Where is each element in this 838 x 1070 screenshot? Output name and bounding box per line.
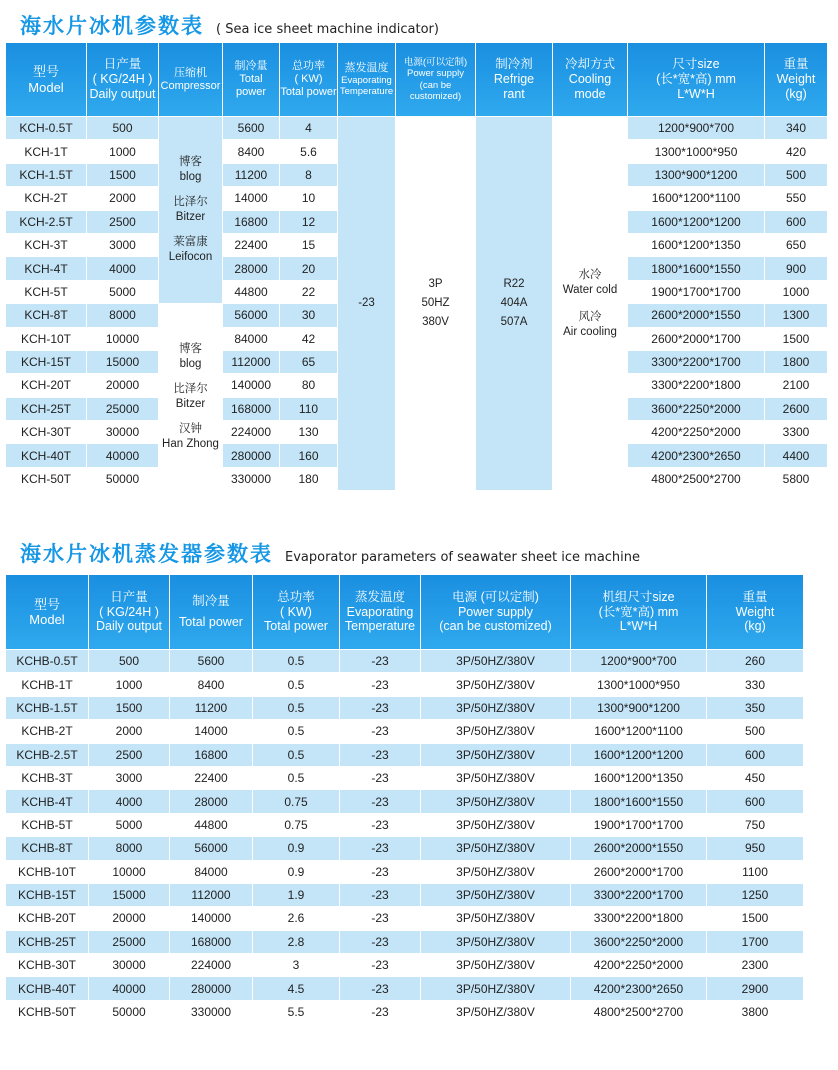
weight-cell: 500 [707, 720, 803, 742]
size-cell: 1600*1200*1350 [571, 767, 706, 789]
weight-cell: 1100 [707, 861, 803, 883]
size-cell: 3600*2250*2000 [571, 931, 706, 953]
cooling-capacity-cell: 84000 [223, 328, 279, 350]
cooling-capacity-cell: 28000 [223, 257, 279, 279]
cooling-capacity-cell: 14000 [170, 720, 252, 742]
daily-output-cell: 50000 [89, 1001, 169, 1023]
total-power-cell: 130 [280, 421, 337, 443]
evap-temp-cell: -23 [340, 837, 420, 859]
table1-header-row [6, 43, 827, 116]
power-supply-cell: 3P/50HZ/380V [421, 907, 570, 929]
size-cell: 3300*2200*1800 [571, 907, 706, 929]
col-size: 尺寸size (长*宽*高) mm L*W*H [628, 43, 764, 116]
weight-cell: 420 [765, 140, 827, 162]
table2-title-en: Evaporator parameters of seawater sheet ice machine [285, 550, 641, 565]
model-cell: KCH-5T [6, 281, 86, 303]
weight-cell: 1800 [765, 351, 827, 373]
weight-cell: 1500 [707, 907, 803, 929]
weight-cell: 1250 [707, 884, 803, 906]
model-cell: KCHB-0.5T [6, 650, 88, 672]
refrigerant-merged: R22 404A 507A [476, 117, 552, 490]
size-cell: 1300*1000*950 [571, 673, 706, 695]
weight-cell: 3800 [707, 1001, 803, 1023]
col2-size: 机组尺寸size (长*宽*高) mm L*W*H [571, 575, 706, 649]
size-cell: 1300*1000*950 [628, 140, 764, 162]
power-supply-cell: 3P/50HZ/380V [421, 954, 570, 976]
cooling-capacity-cell: 224000 [223, 421, 279, 443]
total-power-cell: 30 [280, 304, 337, 326]
power-supply-cell: 3P/50HZ/380V [421, 790, 570, 812]
size-cell: 1900*1700*1700 [628, 281, 764, 303]
model-cell: KCHB-30T [6, 954, 88, 976]
size-cell: 3300*2200*1700 [628, 351, 764, 373]
evap-temp-cell: -23 [340, 931, 420, 953]
size-cell: 1600*1200*1350 [628, 234, 764, 256]
size-cell: 1300*900*1200 [571, 697, 706, 719]
daily-output-cell: 15000 [89, 884, 169, 906]
table2-row [6, 744, 803, 766]
daily-output-cell: 25000 [87, 398, 158, 420]
total-power-cell: 12 [280, 211, 337, 233]
power-supply-cell: 3P/50HZ/380V [421, 767, 570, 789]
model-cell: KCH-3T [6, 234, 86, 256]
weight-cell: 500 [765, 164, 827, 186]
total-power-cell: 15 [280, 234, 337, 256]
weight-cell: 900 [765, 257, 827, 279]
model-cell: KCH-25T [6, 398, 86, 420]
evap-temp-cell: -23 [340, 884, 420, 906]
daily-output-cell: 50000 [87, 468, 158, 490]
evap-temp-cell: -23 [340, 1001, 420, 1023]
daily-output-cell: 2500 [87, 211, 158, 233]
cooling-capacity-cell: 8400 [223, 140, 279, 162]
model-cell: KCH-20T [6, 374, 86, 396]
cooling-capacity-cell: 22400 [170, 767, 252, 789]
table2-header-row [6, 575, 803, 649]
total-power-cell: 10 [280, 187, 337, 209]
evap-temp-cell: -23 [340, 673, 420, 695]
evap-temp-cell: -23 [340, 814, 420, 836]
model-cell: KCHB-40T [6, 977, 88, 999]
daily-output-cell: 30000 [89, 954, 169, 976]
size-cell: 1600*1200*1200 [571, 744, 706, 766]
size-cell: 2600*2000*1700 [571, 861, 706, 883]
table1-title-en: ( Sea ice sheet machine indicator) [216, 22, 439, 37]
model-cell: KCHB-3T [6, 767, 88, 789]
total-power-cell: 110 [280, 398, 337, 420]
model-cell: KCH-30T [6, 421, 86, 443]
sea-ice-machine-table [5, 42, 828, 491]
model-cell: KCHB-2.5T [6, 744, 88, 766]
weight-cell: 450 [707, 767, 803, 789]
size-cell: 4200*2250*2000 [571, 954, 706, 976]
cooling-capacity-cell: 5600 [223, 117, 279, 139]
power-supply-cell: 3P/50HZ/380V [421, 673, 570, 695]
weight-cell: 260 [707, 650, 803, 672]
power-supply-cell: 3P/50HZ/380V [421, 1001, 570, 1023]
model-cell: KCH-0.5T [6, 117, 86, 139]
weight-cell: 350 [707, 697, 803, 719]
size-cell: 1300*900*1200 [628, 164, 764, 186]
table2-row [6, 673, 803, 695]
col2-evap-temp: 蒸发温度 Evaporating Temperature [340, 575, 420, 649]
total-power-cell: 22 [280, 281, 337, 303]
power-supply-cell: 3P/50HZ/380V [421, 931, 570, 953]
weight-cell: 2100 [765, 374, 827, 396]
daily-output-cell: 8000 [87, 304, 158, 326]
table2-row [6, 837, 803, 859]
table2-title [20, 538, 640, 568]
total-power-cell: 0.5 [253, 744, 339, 766]
daily-output-cell: 500 [89, 650, 169, 672]
power-supply-cell: 3P/50HZ/380V [421, 977, 570, 999]
model-cell: KCHB-8T [6, 837, 88, 859]
total-power-cell: 42 [280, 328, 337, 350]
power-supply-cell: 3P/50HZ/380V [421, 744, 570, 766]
total-power-cell: 8 [280, 164, 337, 186]
daily-output-cell: 4000 [89, 790, 169, 812]
model-cell: KCH-1T [6, 140, 86, 162]
model-cell: KCH-8T [6, 304, 86, 326]
daily-output-cell: 40000 [87, 444, 158, 466]
daily-output-cell: 10000 [89, 861, 169, 883]
size-cell: 2600*2000*1550 [628, 304, 764, 326]
evap-temp-cell: -23 [340, 954, 420, 976]
daily-output-cell: 2000 [89, 720, 169, 742]
evap-temp-cell: -23 [340, 977, 420, 999]
model-cell: KCH-4T [6, 257, 86, 279]
size-cell: 4200*2300*2650 [628, 444, 764, 466]
power-supply-cell: 3P/50HZ/380V [421, 837, 570, 859]
power-supply-cell: 3P/50HZ/380V [421, 884, 570, 906]
col2-model: 型号 Model [6, 575, 88, 649]
table2-row [6, 814, 803, 836]
col2-weight: 重量 Weight (kg) [707, 575, 803, 649]
daily-output-cell: 25000 [89, 931, 169, 953]
cooling-capacity-cell: 280000 [223, 444, 279, 466]
cooling-capacity-cell: 14000 [223, 187, 279, 209]
total-power-cell: 1.9 [253, 884, 339, 906]
cooling-capacity-cell: 140000 [223, 374, 279, 396]
col-evap-temp: 蒸发温度 Evaporating Temperature [338, 43, 395, 116]
evap-temp-cell: -23 [340, 907, 420, 929]
model-cell: KCH-2.5T [6, 211, 86, 233]
total-power-cell: 3 [253, 954, 339, 976]
size-cell: 3300*2200*1800 [628, 374, 764, 396]
table2-row [6, 650, 803, 672]
col2-total-power: 总功率 ( KW) Total power [253, 575, 339, 649]
cooling-capacity-cell: 330000 [223, 468, 279, 490]
size-cell: 1800*1600*1550 [628, 257, 764, 279]
total-power-cell: 5.5 [253, 1001, 339, 1023]
daily-output-cell: 40000 [89, 977, 169, 999]
col-power-supply: 电源(可以定制) Power supply (can be customized) [396, 43, 475, 116]
size-cell: 1600*1200*1100 [628, 187, 764, 209]
col-refrigerant: 制冷剂 Refrige rant [476, 43, 552, 116]
total-power-cell: 0.5 [253, 673, 339, 695]
col-model: 型号 Model [6, 43, 86, 116]
total-power-cell: 2.8 [253, 931, 339, 953]
evap-temp-cell: -23 [340, 697, 420, 719]
total-power-cell: 0.5 [253, 720, 339, 742]
weight-cell: 2600 [765, 398, 827, 420]
cooling-capacity-cell: 168000 [170, 931, 252, 953]
cooling-capacity-cell: 44800 [170, 814, 252, 836]
weight-cell: 1000 [765, 281, 827, 303]
model-cell: KCHB-5T [6, 814, 88, 836]
daily-output-cell: 1500 [89, 697, 169, 719]
cooling-capacity-cell: 16800 [170, 744, 252, 766]
model-cell: KCHB-2T [6, 720, 88, 742]
weight-cell: 330 [707, 673, 803, 695]
daily-output-cell: 2000 [87, 187, 158, 209]
daily-output-cell: 2500 [89, 744, 169, 766]
col2-cooling-capacity: 制冷量 Total power [170, 575, 252, 649]
model-cell: KCH-15T [6, 351, 86, 373]
daily-output-cell: 1000 [87, 140, 158, 162]
total-power-cell: 4.5 [253, 977, 339, 999]
total-power-cell: 20 [280, 257, 337, 279]
weight-cell: 950 [707, 837, 803, 859]
table2-row [6, 697, 803, 719]
weight-cell: 1700 [707, 931, 803, 953]
evap-temp-cell: -23 [340, 720, 420, 742]
total-power-cell: 0.75 [253, 790, 339, 812]
model-cell: KCHB-1.5T [6, 697, 88, 719]
total-power-cell: 0.9 [253, 837, 339, 859]
weight-cell: 5800 [765, 468, 827, 490]
total-power-cell: 160 [280, 444, 337, 466]
size-cell: 4800*2500*2700 [628, 468, 764, 490]
compressor-group-small: 博客 blog 比泽尔 Bitzer 莱富康 Leifocon [159, 117, 222, 303]
power-supply-cell: 3P/50HZ/380V [421, 814, 570, 836]
cooling-capacity-cell: 168000 [223, 398, 279, 420]
cooling-capacity-cell: 112000 [170, 884, 252, 906]
weight-cell: 1300 [765, 304, 827, 326]
table2-row [6, 767, 803, 789]
power-supply-cell: 3P/50HZ/380V [421, 650, 570, 672]
size-cell: 1800*1600*1550 [571, 790, 706, 812]
total-power-cell: 180 [280, 468, 337, 490]
cooling-mode-merged: 水冷 Water cold 风冷 Air cooling [553, 117, 627, 490]
daily-output-cell: 8000 [89, 837, 169, 859]
daily-output-cell: 10000 [87, 328, 158, 350]
model-cell: KCH-40T [6, 444, 86, 466]
daily-output-cell: 3000 [87, 234, 158, 256]
col-cooling-capacity: 制冷量 Total power [223, 43, 279, 116]
model-cell: KCH-1.5T [6, 164, 86, 186]
cooling-capacity-cell: 28000 [170, 790, 252, 812]
weight-cell: 600 [707, 744, 803, 766]
table2-row [6, 931, 803, 953]
table2-row [6, 720, 803, 742]
size-cell: 3600*2250*2000 [628, 398, 764, 420]
power-supply-merged: 3P 50HZ 380V [396, 117, 475, 490]
table2-row [6, 790, 803, 812]
table2-row [6, 861, 803, 883]
col-weight: 重量 Weight (kg) [765, 43, 827, 116]
weight-cell: 2300 [707, 954, 803, 976]
daily-output-cell: 3000 [89, 767, 169, 789]
col-cooling-mode: 冷却方式 Cooling mode [553, 43, 627, 116]
daily-output-cell: 20000 [87, 374, 158, 396]
evap-temp-cell: -23 [340, 861, 420, 883]
size-cell: 4200*2300*2650 [571, 977, 706, 999]
total-power-cell: 5.6 [280, 140, 337, 162]
model-cell: KCHB-15T [6, 884, 88, 906]
table2-row [6, 954, 803, 976]
cooling-capacity-cell: 11200 [170, 697, 252, 719]
size-cell: 4200*2250*2000 [628, 421, 764, 443]
daily-output-cell: 5000 [89, 814, 169, 836]
evap-temp-cell: -23 [340, 790, 420, 812]
weight-cell: 600 [765, 211, 827, 233]
evaporator-table [5, 574, 804, 1024]
total-power-cell: 2.6 [253, 907, 339, 929]
daily-output-cell: 30000 [87, 421, 158, 443]
power-supply-cell: 3P/50HZ/380V [421, 697, 570, 719]
size-cell: 2600*2000*1700 [628, 328, 764, 350]
model-cell: KCH-50T [6, 468, 86, 490]
table2-row [6, 907, 803, 929]
evap-temp-cell: -23 [340, 650, 420, 672]
model-cell: KCHB-20T [6, 907, 88, 929]
weight-cell: 600 [707, 790, 803, 812]
total-power-cell: 65 [280, 351, 337, 373]
table1-title [20, 10, 439, 40]
col-daily-output: 日产量 ( KG/24H ) Daily output [87, 43, 158, 116]
total-power-cell: 0.9 [253, 861, 339, 883]
cooling-capacity-cell: 84000 [170, 861, 252, 883]
total-power-cell: 0.5 [253, 767, 339, 789]
power-supply-cell: 3P/50HZ/380V [421, 720, 570, 742]
weight-cell: 550 [765, 187, 827, 209]
col-compressor: 压缩机 Compressor [159, 43, 222, 116]
total-power-cell: 4 [280, 117, 337, 139]
cooling-capacity-cell: 56000 [223, 304, 279, 326]
table1-row [6, 117, 827, 139]
cooling-capacity-cell: 5600 [170, 650, 252, 672]
model-cell: KCH-2T [6, 187, 86, 209]
model-cell: KCHB-4T [6, 790, 88, 812]
total-power-cell: 0.5 [253, 697, 339, 719]
table2-row [6, 884, 803, 906]
model-cell: KCHB-25T [6, 931, 88, 953]
model-cell: KCHB-50T [6, 1001, 88, 1023]
weight-cell: 3300 [765, 421, 827, 443]
table2-row [6, 1001, 803, 1023]
cooling-capacity-cell: 330000 [170, 1001, 252, 1023]
size-cell: 1600*1200*1200 [628, 211, 764, 233]
col2-power-supply: 电源 (可以定制) Power supply (can be customized) [421, 575, 570, 649]
model-cell: KCHB-10T [6, 861, 88, 883]
power-supply-cell: 3P/50HZ/380V [421, 861, 570, 883]
cooling-capacity-cell: 11200 [223, 164, 279, 186]
col2-daily-output: 日产量 ( KG/24H ) Daily output [89, 575, 169, 649]
weight-cell: 750 [707, 814, 803, 836]
cooling-capacity-cell: 140000 [170, 907, 252, 929]
size-cell: 1200*900*700 [571, 650, 706, 672]
weight-cell: 1500 [765, 328, 827, 350]
daily-output-cell: 5000 [87, 281, 158, 303]
cooling-capacity-cell: 44800 [223, 281, 279, 303]
cooling-capacity-cell: 112000 [223, 351, 279, 373]
cooling-capacity-cell: 56000 [170, 837, 252, 859]
evap-temp-merged: -23 [338, 117, 395, 490]
daily-output-cell: 20000 [89, 907, 169, 929]
col-total-power: 总功率 ( KW) Total power [280, 43, 337, 116]
cooling-capacity-cell: 224000 [170, 954, 252, 976]
size-cell: 4800*2500*2700 [571, 1001, 706, 1023]
size-cell: 1900*1700*1700 [571, 814, 706, 836]
daily-output-cell: 1000 [89, 673, 169, 695]
table2-row [6, 977, 803, 999]
weight-cell: 340 [765, 117, 827, 139]
model-cell: KCHB-1T [6, 673, 88, 695]
size-cell: 2600*2000*1550 [571, 837, 706, 859]
cooling-capacity-cell: 22400 [223, 234, 279, 256]
daily-output-cell: 500 [87, 117, 158, 139]
model-cell: KCH-10T [6, 328, 86, 350]
weight-cell: 4400 [765, 444, 827, 466]
cooling-capacity-cell: 280000 [170, 977, 252, 999]
evap-temp-cell: -23 [340, 767, 420, 789]
daily-output-cell: 1500 [87, 164, 158, 186]
size-cell: 1600*1200*1100 [571, 720, 706, 742]
table2-title-zh: 海水片冰机蒸发器参数表 [20, 542, 273, 566]
daily-output-cell: 15000 [87, 351, 158, 373]
size-cell: 1200*900*700 [628, 117, 764, 139]
total-power-cell: 0.5 [253, 650, 339, 672]
total-power-cell: 0.75 [253, 814, 339, 836]
weight-cell: 2900 [707, 977, 803, 999]
evap-temp-cell: -23 [340, 744, 420, 766]
daily-output-cell: 4000 [87, 257, 158, 279]
table1-title-zh: 海水片冰机参数表 [20, 14, 204, 38]
compressor-group-large: 博客 blog 比泽尔 Bitzer 汉钟 Han Zhong [159, 304, 222, 490]
weight-cell: 650 [765, 234, 827, 256]
cooling-capacity-cell: 8400 [170, 673, 252, 695]
cooling-capacity-cell: 16800 [223, 211, 279, 233]
total-power-cell: 80 [280, 374, 337, 396]
size-cell: 3300*2200*1700 [571, 884, 706, 906]
